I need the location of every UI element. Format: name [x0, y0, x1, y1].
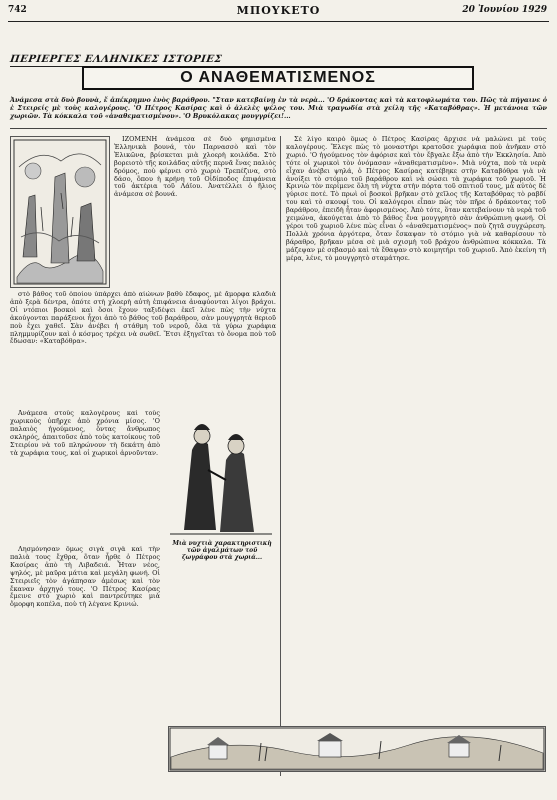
page-number: 742 [8, 5, 27, 15]
monks-illustration [164, 410, 278, 538]
paragraph: Ἀνάμεσα στοὺς καλογέρους καὶ τοὺς χωρικοὺς ὑπῆρχε ἀπὸ χρόνια μίσος. 'Ο παλαιὸς ἡγούμενος, ὄντας ἄνθρωπος σκληρός, ἀπαιτοῦσε ἀπὸ τοὺς κατοίκους τοῦ Στειρίου νὰ τοῦ πληρώνουν τὴ δεκάτη ἀπὸ τὰ χωράφια τους, καὶ οἱ χωρικοὶ ἀρνοῦνταν. [10, 410, 160, 457]
lede-rule [10, 128, 547, 129]
article-text-block [10, 291, 276, 409]
article-text-block [286, 136, 546, 722]
paragraph: ΙΖΟΜΕΝΗ ἀνάμεσα σὲ δυὸ φημισμένα Ἑλληνικὰ βουνά, τὸν Παρνασσὸ καὶ τὸν Ἑλικῶνα, βρίσκεται μιὰ χλοερὴ κοιλάδα. Στὸ βορειοτὸ τῆς κοιλάδας αὐτῆς περνᾶ ἕνας παλιὸς δρόμος, ποὺ φέρνει στὸ χωριὸ Τρεπέζινα, στὸ δάσο, ὅπου ἡ κρήνη τοῦ Οἰδίποδος ἐπιφάνεια τοῦ ἀκτέρια τοῦ Λάϊου. Ἀνατέλλει ὁ ἥλιος ἀνάμεσα σὲ βουνά. [114, 136, 276, 199]
column-divider [280, 136, 281, 776]
article-title: Ο ΑΝΑΘΕΜΑΤΙΣΜΕΝΟΣ [82, 66, 474, 90]
ruins-drawing [11, 137, 109, 287]
header-rule [8, 21, 549, 22]
monks-drawing [164, 410, 278, 538]
paragraph: στὸ βάθος τοῦ ὁποίου ὑπάρχει ἀπὸ αἰώνων βαθὺ ἔδαφος, μὲ ἄμορφα κλαδιὰ ἀπὸ ξερὰ δέντρα, ὁπότε στὴ χλοερὴ αὐτὴ ἐπιφάνεια ἀναφύονται λίγοι βράχοι. Οἱ ντόπιοι βοσκοὶ καὶ ὅσοι ἔχουν ταξιδέψει ἐκεῖ λένε πὼς τὴν νύχτα ἀκούγονται παράξενοι ἦχοι ἀπὸ τὸ βάθος τοῦ βαράθρου, σὰν μουγγρητὰ θεριοῦ ποὺ ἔχει χαθεῖ. Σὰν ἀνέβει ἡ στάθμη τοῦ νεροῦ, ὅλα τὰ γύρω χωράφια πλημμυρίζουν καὶ ὁ κόσμος τρέχει νὰ σωθεῖ. Ἔτσι ἐξηγεῖται τὸ ὄνομα ποὺ τοῦ ἔδωσαν: «Καταβόθρα». [10, 291, 276, 346]
paragraph: Σὲ λίγο καιρὸ ὅμως ὁ Πέτρος Κασίρας ἄρχισε νὰ μαλώνει μὲ τοὺς καλογέρους. Ἔλεγε πὼς τὸ μοναστήρι κρατοῦσε χωράφια ποὺ ἀνῆκαν στὸ χωριό. 'Ο ἡγούμενος τὸν ἀφόρισε καὶ τὸν ἔβγαλε ἔξω ἀπὸ τὴν Ἐκκλησία. Ἀπὸ τότε οἱ χωρικοὶ τὸν ὀνόμασαν «ἀναθεματισμένο». Μιὰ νύχτα, ποὺ τὰ νερὰ εἶχαν ἀνέβει ψηλά, ὁ Πέτρος Κασίρας κατέβηκε στὴν Καταβόθρα γιὰ νὰ ἀνοίξει τὸ στόμιο τοῦ βαράθρου καὶ νὰ σώσει τὰ χωράφια τοῦ χωριοῦ. Ἡ Κρινιὼ τὸν περίμενε ὅλη τὴ νύχτα στὴν πόρτα τοῦ σπιτιοῦ τους, μὰ αὐτὸς δὲ γύρισε ποτέ. Τὸ πρωὶ οἱ βοσκοὶ βρῆκαν στὸ χεῖλος τῆς Καταβόθρας τὸ ραβδί του καὶ τὸ σκουφί του. Οἱ καλόγεροι εἶπαν πὼς τὸν πῆρε ὁ δράκοντας τοῦ βαράθρου, ἐπειδὴ ἦταν ἀφορισμένος. Ἀπὸ τότε, ὅταν κατεβαίνουν τὰ νερὰ τοῦ χειμώνα, ἀκούγεται ἀπὸ τὸ βάθος ἕνα μουγγρητὸ σὰν ἀνθρώπινη φωνή. Οἱ γέροι τοῦ χωριοῦ λένε πὼς εἶναι ὁ «ἀναθεματισμένος» ποὺ ζητᾶ συγχώρεση. Πολλὰ χρόνια ἀργότερα, ὅταν ἔσκαψαν τὸ στόμιο γιὰ νὰ καθαρίσουν τὸ βάραθρο, βρῆκαν μέσα σὲ μιὰ σχισμὴ τοῦ βράχου ἀνθρώπινα κόκκαλα. Τὰ μάζεψαν μὲ σεβασμὸ καὶ τὰ ἔθαψαν στὸ κοιμητήρι τοῦ χωριοῦ. Ἀπὸ ἐκείνη τὴ μέρα, λένε, τὸ μουγγρητὸ σταμάτησε. [286, 136, 546, 262]
paragraph: Λησμόνησαν ὅμως σιγὰ σιγὰ καὶ τὴν παλιὰ τους ἔχθρα, ὅταν ἦρθε ὁ Πέτρος Κασίρας ἀπὸ τὴ Λιβαδειά. Ἦταν νέος, ψηλός, μὲ μαῦρα μάτια καὶ μεγάλη φωνή. Οἱ Στειριεῖς τὸν ἀγάπησαν ἀμέσως καὶ τὸν ἔκαναν ἀρχηγό τους. 'Ο Πέτρος Κασίρας ἔμεινε στὸ χωριὸ καὶ παντρεύτηκε μιὰ ὄμορφη κοπέλα, ποὺ τὴ λέγανε Κρινιώ. [10, 546, 160, 609]
drop-cap-illustration [10, 136, 110, 288]
article-text-block [10, 410, 160, 538]
magazine-title: ΜΠΟΥΚΕΤΟ [236, 4, 321, 17]
village-drawing [169, 727, 545, 771]
article-text-block [114, 136, 276, 288]
illustration-caption: Μιὰ νυχτιὰ χαρακτηριστικὴ τῶν ἀγαλμάτων τοῦ ζωγράφου στὰ χωριά... [172, 540, 272, 561]
article-lede: Ἀνάμεσα στὰ δυὸ βουνὰ, ἕ ἀπέκρημνο ἐνὸς βαράθρου. "Σταν κατεβαίνῃ ἐν τὰ νερὰ... 'Ο δράκοντας καὶ τὰ κατοφλωμάτα του. Πῶς τὰ πήγαινε ὁ ἐ Στειρείς μὲ τοὺς καλογέρους. 'Ο Πέτρος Κασίρας καὶ ὁ ἀλελὲς ψέλος του. Μιὰ τραγωδία στὰ χείλη τῆς «Καταβόθρας». Ἡ μετάνοια τῶν χωριῶν. Τὰ κόκκαλα τοῦ «ἀναθεματισμένου». 'Ο Βρυκόλακας μουγγρίζει!... [10, 96, 547, 121]
issue-date: 20 Ἰουνίου 1929 [462, 5, 547, 15]
series-heading: ΠΕΡΙΕΡΓΕΣ ΕΛΛΗΝΙΚΕΣ ΙΣΤΟΡΙΕΣ [9, 54, 223, 65]
village-illustration [168, 726, 546, 772]
article-text-block [10, 546, 160, 780]
